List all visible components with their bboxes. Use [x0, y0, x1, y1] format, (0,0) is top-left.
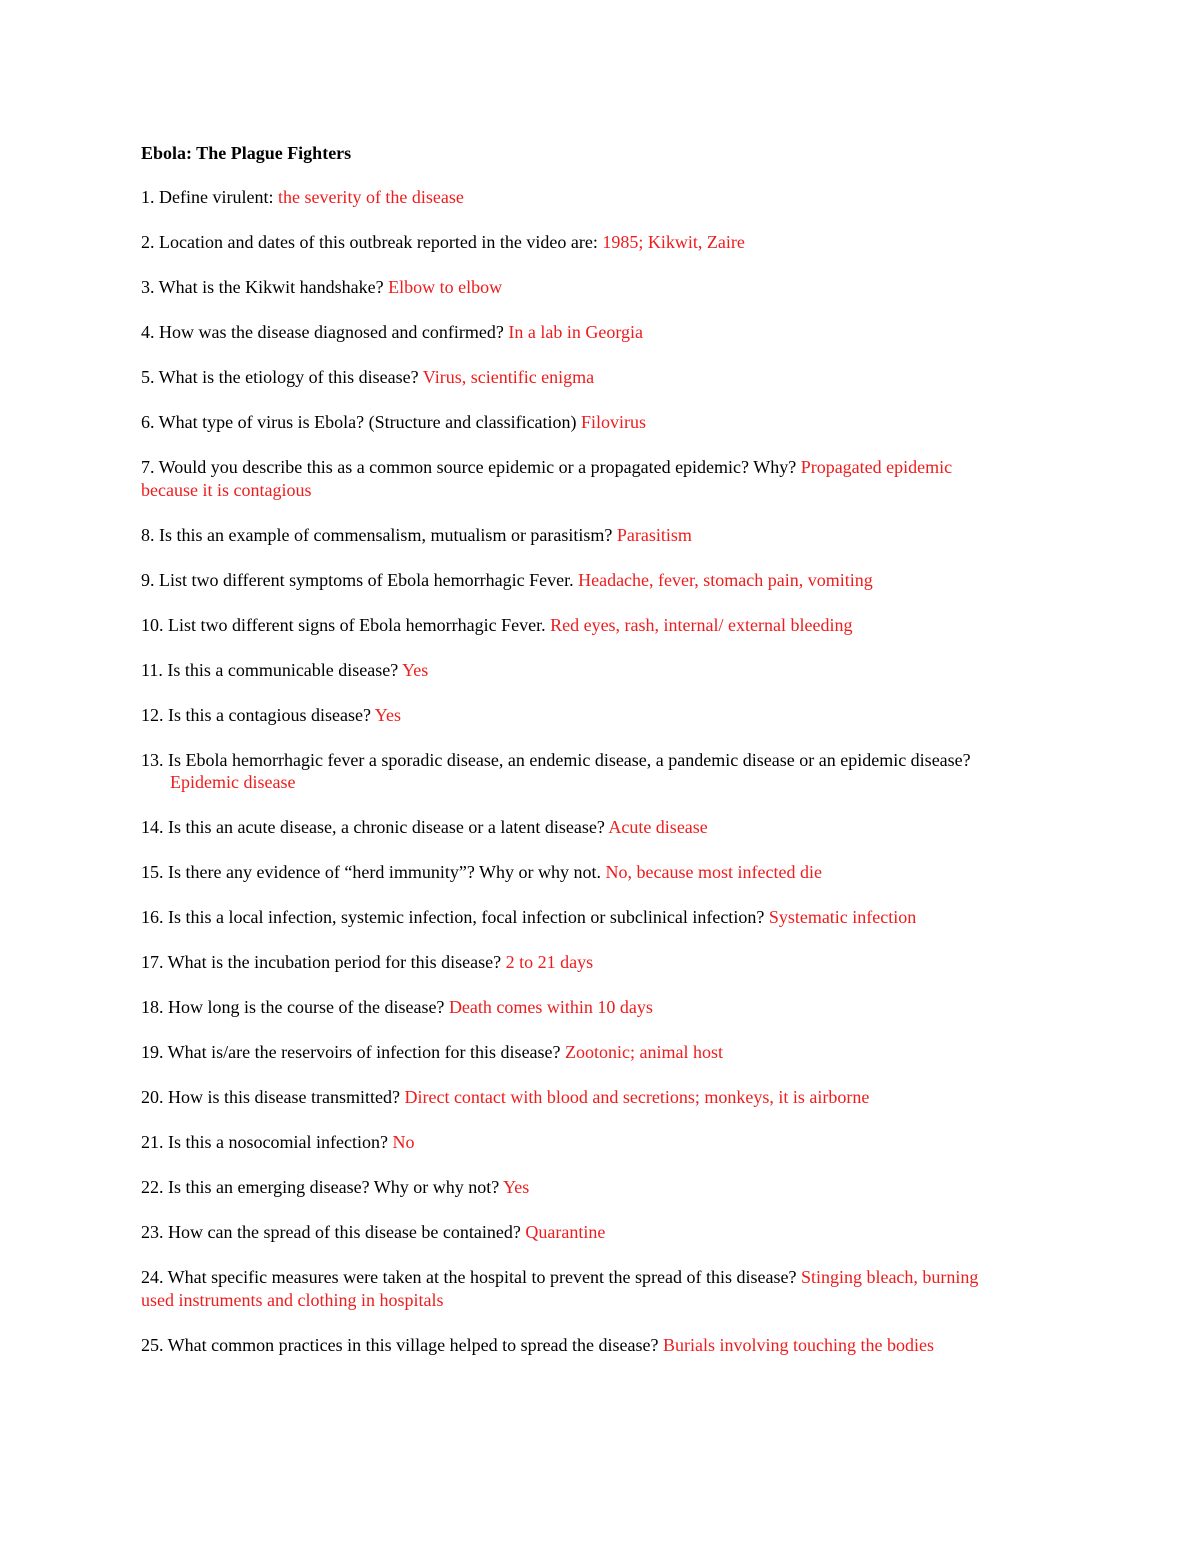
answer-text: Zootonic; animal host	[565, 1042, 724, 1062]
question-text: 18. How long is the course of the disease?	[141, 997, 449, 1017]
question-text: 25. What common practices in this village helped to spread the disease?	[141, 1334, 664, 1355]
question-text: 6. What type of virus is Ebola? (Structure and classification)	[141, 412, 582, 432]
answer-text: Systematic infection	[768, 907, 917, 927]
answer-text: Stinging bleach, burning	[800, 1267, 979, 1287]
question-7	[141, 456, 1071, 501]
answer-text: Yes	[402, 659, 429, 680]
question-9	[141, 569, 1071, 592]
question-text: 4. How was the disease diagnosed and confirmed?	[141, 322, 509, 342]
question-23	[141, 1221, 1071, 1244]
question-text: 15. Is there any evidence of “herd immunity”? Why or why not.	[141, 862, 606, 882]
document-title: Ebola: The Plague Fighters	[141, 143, 352, 163]
question-18	[141, 996, 1071, 1019]
question-1	[141, 186, 1071, 209]
document-body	[141, 141, 1071, 1379]
question-19	[141, 1041, 1071, 1064]
question-17	[141, 951, 1071, 974]
question-text: 1. Define virulent:	[141, 187, 278, 207]
question-text: 7. Would you describe this as a common source epidemic or a propagated epidemic? Why?	[141, 457, 801, 477]
question-24	[141, 1266, 1071, 1311]
answer-text: the severity of the disease	[277, 187, 464, 207]
answer-text: Burials involving touching the bodies	[663, 1334, 934, 1355]
answer-text: Epidemic disease	[170, 772, 296, 792]
question-text: 24. What specific measures were taken at the hospital to prevent the spread of this disease?	[141, 1267, 801, 1287]
question-16	[141, 906, 1071, 929]
question-12	[141, 704, 1071, 727]
answer-text: 2 to 21 days	[505, 952, 594, 972]
answer-text: Headache, fever, stomach pain, vomiting	[578, 569, 873, 590]
question-10	[141, 614, 1071, 637]
answer-text: Parasitism	[616, 524, 692, 545]
question-text: 16. Is this a local infection, systemic infection, focal infection or subclinical infection?	[141, 907, 769, 927]
answer-text: 1985; Kikwit, Zaire	[602, 232, 745, 252]
answer-text: Direct contact with blood and secretions; monkeys, it is airborne	[404, 1087, 870, 1107]
question-5	[141, 366, 1071, 389]
question-14	[141, 816, 1071, 839]
question-text: 14. Is this an acute disease, a chronic disease or a latent disease?	[141, 817, 609, 837]
question-21	[141, 1131, 1071, 1154]
question-text: 10. List two different signs of Ebola hemorrhagic Fever.	[141, 614, 551, 635]
answer-text: Yes	[374, 704, 401, 725]
question-22	[141, 1176, 1071, 1199]
answer-text: Acute disease	[608, 817, 708, 837]
question-4	[141, 321, 1071, 344]
answer-text: Death comes within 10 days	[448, 997, 653, 1017]
question-text: 12. Is this a contagious disease?	[141, 704, 375, 725]
answer-text: Elbow to elbow	[388, 277, 503, 297]
question-11	[141, 659, 1071, 682]
question-13	[141, 749, 1071, 794]
answer-text: No	[392, 1132, 415, 1152]
question-text: 8. Is this an example of commensalism, mutualism or parasitism?	[141, 524, 617, 545]
question-text: 23. How can the spread of this disease be contained?	[141, 1222, 526, 1242]
question-3	[141, 276, 1071, 299]
question-text: 2. Location and dates of this outbreak reported in the video are:	[141, 232, 603, 252]
question-text: 17. What is the incubation period for this disease?	[141, 952, 506, 972]
answer-text: In a lab in Georgia	[508, 322, 644, 342]
question-text: 13. Is Ebola hemorrhagic fever a sporadic disease, an endemic disease, a pandemic disease or an epidemic disease?	[141, 749, 971, 770]
answer-text: Red eyes, rash, internal/ external bleeding	[550, 614, 853, 635]
answer-text: Virus, scientific enigma	[422, 367, 595, 387]
answer-text: Yes	[503, 1177, 530, 1197]
answer-text: No, because most infected die	[605, 862, 822, 882]
question-text: 3. What is the Kikwit handshake?	[141, 277, 389, 297]
answer-text: Filovirus	[581, 412, 647, 432]
question-15	[141, 861, 1071, 884]
answer-continuation: because it is contagious	[141, 479, 312, 500]
question-text: 19. What is/are the reservoirs of infection for this disease?	[141, 1042, 566, 1062]
answer-continuation: used instruments and clothing in hospitals	[141, 1289, 444, 1310]
question-20	[141, 1086, 1071, 1109]
question-text: 9. List two different symptoms of Ebola hemorrhagic Fever.	[141, 569, 579, 590]
question-text: 5. What is the etiology of this disease?	[141, 367, 423, 387]
question-25	[141, 1334, 1071, 1357]
question-text: 20. How is this disease transmitted?	[141, 1087, 405, 1107]
question-text: 21. Is this a nosocomial infection?	[141, 1132, 393, 1152]
answer-text: Quarantine	[525, 1222, 606, 1242]
answer-text: Propagated epidemic	[800, 457, 953, 477]
question-6	[141, 411, 1071, 434]
question-8	[141, 524, 1071, 547]
question-2	[141, 231, 1071, 254]
question-text: 11. Is this a communicable disease?	[141, 659, 403, 680]
question-text: 22. Is this an emerging disease? Why or why not?	[141, 1177, 504, 1197]
